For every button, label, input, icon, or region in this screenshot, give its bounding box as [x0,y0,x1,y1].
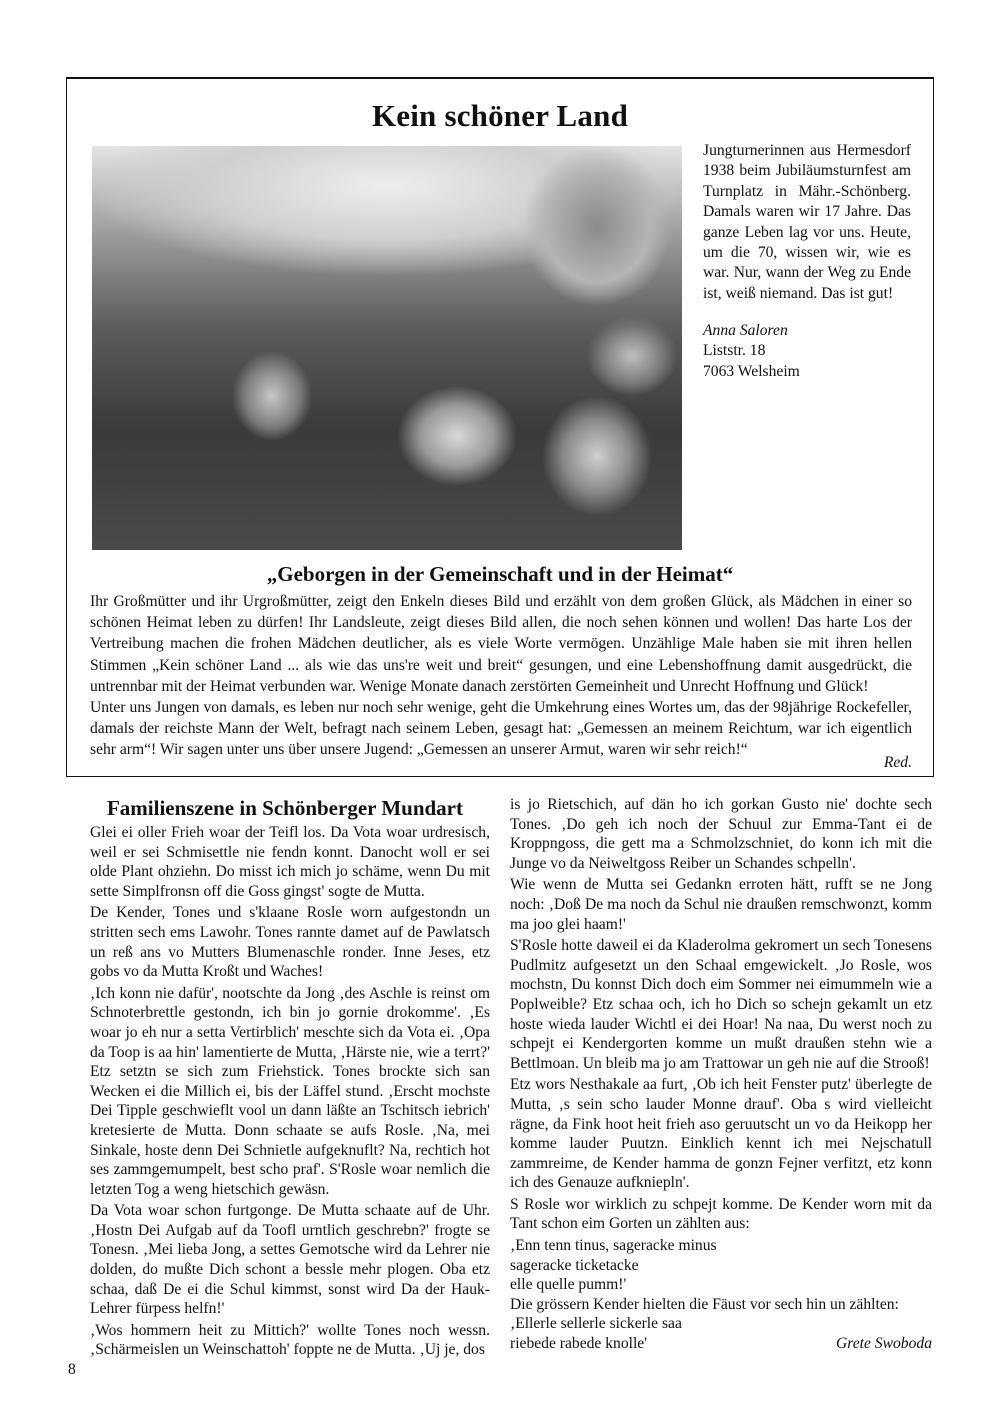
page-title: Kein schöner Land [371,98,629,133]
article-paragraph: Glei ei oller Frieh woar der Teifl los. Da Vota woar urdresisch, weil er sei Schmisettle nie fendn konnt. Danocht woll er sei olde Plant ohziehn. Do misst ich mich jo schäme, wenn Du mit sette Simplfronsn off die Goss gingst' sogte de Mutta. [90,824,490,900]
article-paragraph: is jo Rietschich, auf dän ho ich gorkan Gusto nie' dochte sech Tones. ‚Do geh ich noch der Schuul zur Emma-Tant ei de Kroppngoss, die gett ma a Schmolzschniet, do konn ich mit die Junge vo da Neiweltgoss Reiber un Schandes schpelln'. [510,796,932,872]
verse-line: sageracke ticketacke [510,1256,639,1274]
verse-line: riebede rabede knolle' [510,1335,648,1353]
caption-author-block [703,321,911,382]
box-paragraph-2: Unter uns Jungen von damals, es leben nur noch sehr wenige, geht die Umkehrung eines Wortes um, das der 98jährige Rockefeller, damals der reichste Mann der Welt, befragt nach seinem Leben, gesagt hat: „Gemessen an meinem Reichtum, war ich eigentlich sehr arm“! Wir sagen unter uns über unsere Jugend: „Gemessen an unserer Armut, waren wir sehr reich!“ [90,699,912,759]
photo-caption [703,141,911,304]
article-paragraph: ‚Ich konn nie dafür', nootschte da Jong ‚des Aschle is reinst om Schnoterbrettle gestondn, ich bin jo gornie drokomme'. ‚Es woar jo eh nur a setta Vertirblich' meschte sich da Vota ei. ‚Opa da Toop is aa hin' lamentierte de Mutta, ‚Härste nie, wie a terrt?' Etz setztn se sich zum Friehstick. Tones brockte sich san Wecken ei die Millich ei, bis der Läffel stund. ‚Erscht mochste Dei Tipple geschwieflt vool un dann läßte an Tschitsch iebrich' kretesierte de Mutta. Donn schaate se aufs Rosle. ‚Na, mei Sinkale, hoste denn Dei Schnietle aufgeknuflt? Na, rechtich hot ses zammgemumpelt, best scho praf'. S'Rosle woar nemlich die letzten Tog a weng hietschich gewäsn. [90,984,491,1198]
box-paragraph-1: Ihr Großmütter und ihr Urgroßmütter, zeigt den Enkeln dieses Bild und erzählt von dem großen Glück, als Mädchen in einer so schönen Heimat leben zu dürfen! Ihr Landsleute, zeigt dieses Bild allen, die noch sehen können und wollen! Das harte Los der Vertreibung machen die frohen Mädchen deutlicher, als es viele Worte vermögen. Unzählige Male haben sie mit ihren hellen Stimmen „Kein schöner Land ... als wie das uns're weit und breit“ gesungen, und eine Lebenshoffnung damit ausgedrückt, die untrennbar mit der Heimat verbunden war. Wenige Monate danach zerstörten Gemeinheit und Unrecht Hoffnung und Glück! [90,593,912,695]
verse-line: elle quelle pumm!' [510,1276,627,1294]
article-paragraph: S'Rosle hotte daweil ei da Kladerolma gekromert un sech Tonesens Pudlmitz aufgesetzt un den Schaal emgewickelt. ‚Jo Rosle, wos mochstn, Du konnst Dich doch eim Sommer nei eimummeln wie a Poplweible? Etz schaa och, ich ho Dich so schejn gekamlt un etz hoste wieda lauder Wichtl ei dei Hoar! Na naa, Du werst noch zu schpejt ei Kendergorten komme un mußt draußen stehn wie a Bettlmoan. Un bleib ma jo am Trattowar un geh nie auf die Strooß! [510,937,932,1072]
box-subtitle: „Geborgen in der Gemeinschaft und in der Heimat“ [266,562,734,586]
caption-text: Jungturnerinnen aus Hermesdorf 1938 beim Jubiläumsturnfest am Turnplatz in Mähr.-Schönberg. Damals waren wir 17 Jahre. Das ganze Leben lag vor uns. Heute, um die 70, wissen wir, wie es war. Nur, wann der Weg zu Ende ist, weiß niemand. Das ist gut! [703,142,911,302]
article-paragraph: Wie wenn de Mutta sei Gedankn erroten hätt, rufft se ne Jong noch: ‚Doß De ma noch da Schul nie draußen remschwonzt, komm ma joo glei haam!' [510,876,932,933]
article-author: Grete Swoboda [835,1335,932,1353]
caption-author: Anna Saloren [703,322,788,339]
article-column-1 [90,823,490,1362]
page-number: 8 [68,1361,76,1378]
box-signature: Red. [883,754,912,771]
verse-line: ‚Ellerle sellerle sickerle saa [510,1315,682,1333]
verse-signature-line [510,1334,932,1354]
group-photo [92,146,682,550]
caption-city: 7063 Welsheim [703,362,800,380]
article-column-2 [510,795,932,1354]
article-paragraph: De Kender, Tones und s'klaane Rosle worn aufgestondn un stritten sech ems Lawohr. Tones rannte damet auf de Pawlatsch un reß ans vo Mutters Blumenaschle ronder. Inne Jeses, etz gobs vo da Mutta Kroßt und Waches! [90,904,490,981]
article-paragraph: Da Vota woar schon furtgonge. De Mutta schaate auf de Uhr. ‚Hostn Dei Aufgab auf da Toofl urntlich geschrebn?' frogte se Tonesn. ‚Mei lieba Jong, a settes Gemotsche wird da Lehrer nie dolden, do mußte Dich schont a bessle mehr plogen. Oba etz schaa, daß De ei die Schul kimmst, sonst wird Da der Hauk-Lehrer fürpess helfn!' [90,1202,490,1318]
article-paragraph: ‚Wos hommern heit zu Mittich?' wollte Tones noch wessn. ‚Schärmeislen un Weinschattoh' foppte ne de Mutta. ‚Uj je, dos [90,1321,490,1359]
article-paragraph: Etz wors Nesthakale aa furt, ‚Ob ich heit Fenster putz' überlegte de Mutta, ‚s sein scho lauder Monne drauf'. Oba s wird vielleicht rägne, da Fink hoot heit frieh aso geruutscht un vo da Heikopp her komme lauder Puutzn. Einklich kennt ich mei Nejschatull zammreime, de Kender hamma de gonzn Fejner verfitzt, etz konn ich des Genauze aufkniepln'. [510,1076,932,1192]
box-text [90,591,912,761]
article-title: Familienszene in Schönberger Mundart [106,796,463,820]
photo-tree [522,146,672,306]
article-paragraph: S Rosle wor wirklich zu schpejt komme. De Kender worn mit da Tant schon eim Gorten un zählten aus: [510,1195,932,1233]
verse-line: ‚Enn tenn tinus, sageracke minus [510,1237,717,1255]
article-paragraph: Die grössern Kender hielten die Fäust vor sech hin un zählten: [510,1295,899,1313]
caption-street: Liststr. 18 [703,342,766,360]
